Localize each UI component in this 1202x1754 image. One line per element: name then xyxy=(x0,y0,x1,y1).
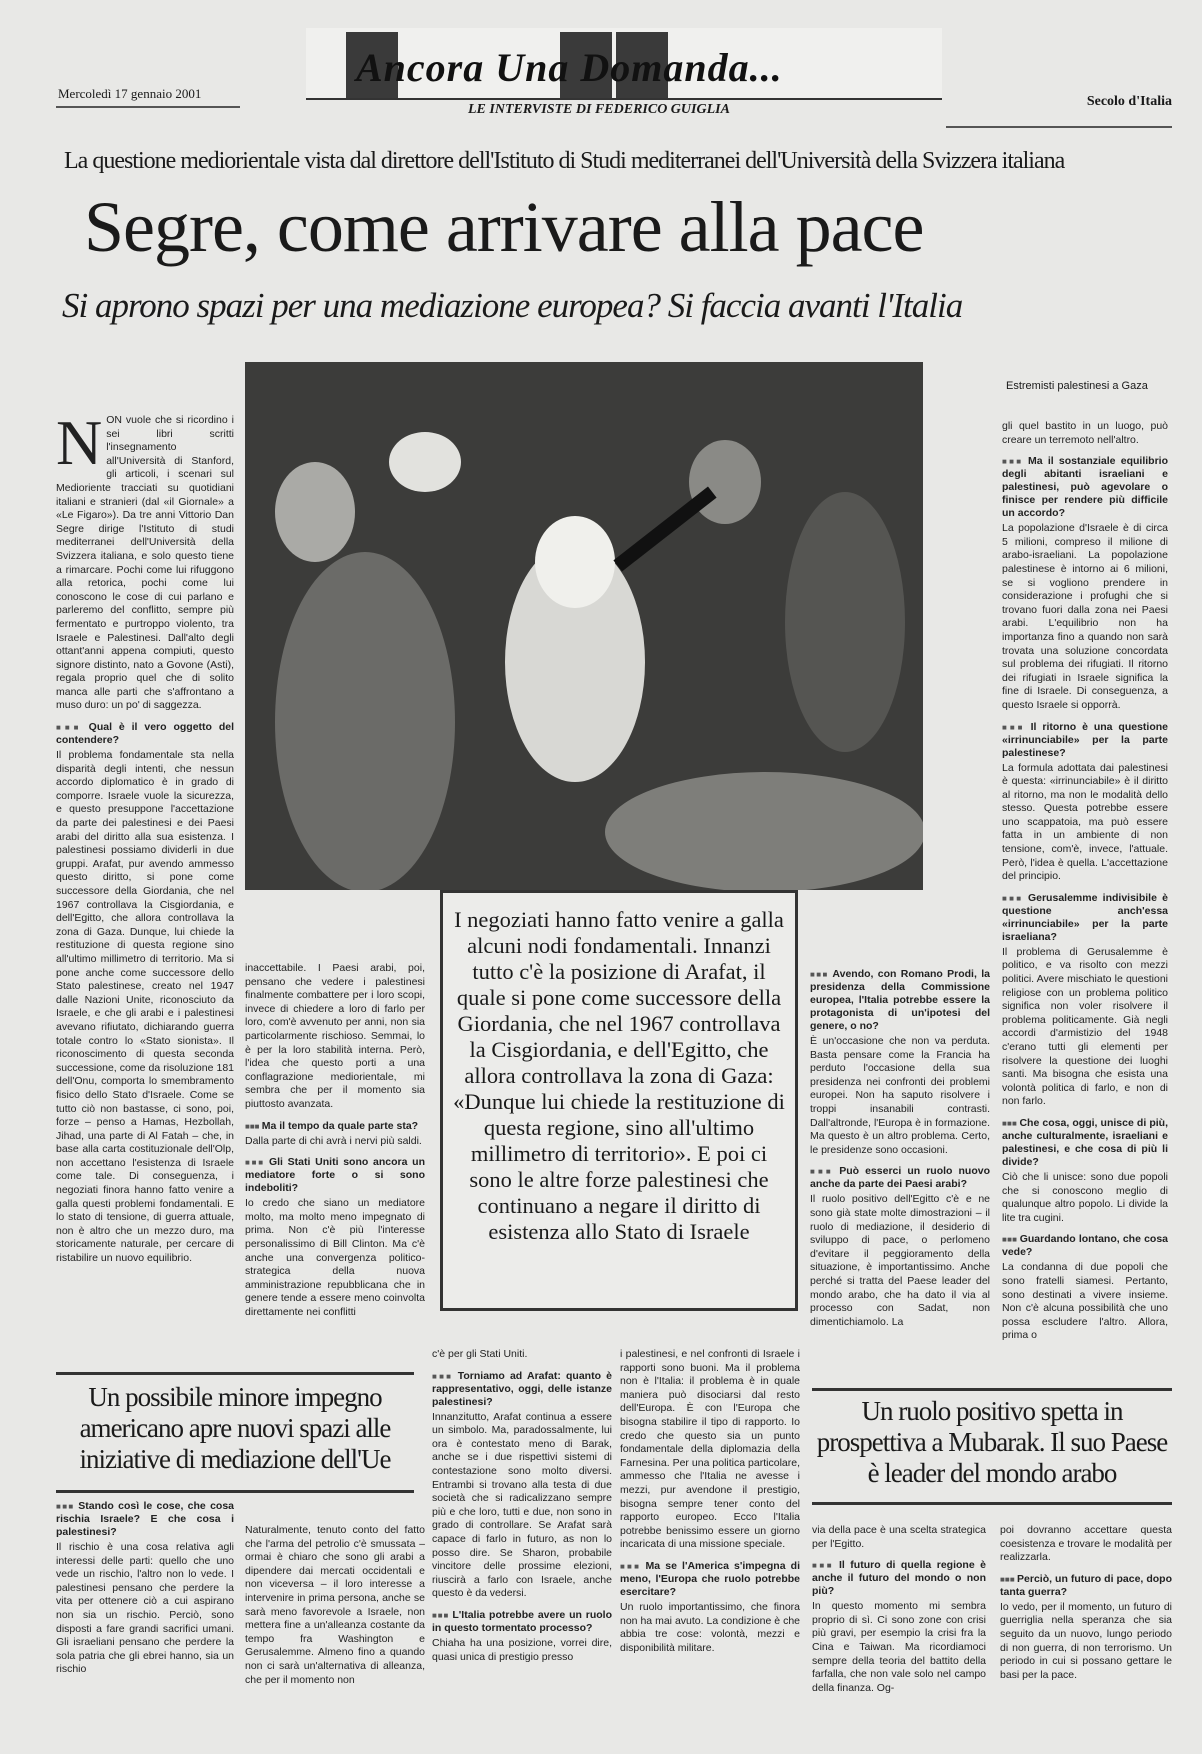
answer: poi dovranno accettare questa coesistenza e trovare le modalità per realizzarla. xyxy=(1000,1524,1172,1564)
question: ■■■ Ma il tempo da quale parte sta? xyxy=(245,1120,425,1133)
question: ■■■ Il futuro di quella regione è anche il futuro del mondo o non più? xyxy=(812,1559,986,1598)
masthead-title: Ancora Una Domanda... xyxy=(356,45,783,90)
question: ■■■ L'Italia potrebbe avere un ruolo in questo tormentato processo? xyxy=(432,1609,612,1635)
box-heading-right: Un ruolo positivo spetta in prospettiva a Mubarak. Il suo Paese è leader del mondo arabo xyxy=(816,1396,1168,1488)
photo-illustration xyxy=(245,362,923,890)
answer: Io credo che siano un mediatore molto, ma molto meno impegnato di prima. Non c'è più l'interesse personalissimo di Bill Clinton. Ma c'è anche una convergenza politico-strategica della nuova amministrazione repubblicana che in genere tende a essere meno coinvolta direttamente nei conflitti xyxy=(245,1197,425,1318)
box-left-rule-bottom xyxy=(56,1490,414,1493)
masthead-rule xyxy=(306,98,942,100)
answer: Il problema fondamentale sta nella disparità degli intenti, che nessun accordo diplomatico è in grado di comporre. Israele vuole la sicurezza, e questo presuppone l'accettazione da parte dei palestinesi e dei Paesi arabi del diritto alla sua esistenza. I palestinesi possiamo dividerli in due gruppi. Arafat, pur avendo ammesso questo diritto, si pone come successore della Giordania, che nel 1967 controllava la Cisgiordania, e dell'Egitto, che allora controllava la zona di Gaza. Dunque, lui chiede la restituzione di questa regione sino all'ultimo millimetro di territorio. Ma si pone anche come successore dello Stato palestinese, creato nel 1947 dalle Nazioni Unite, riconosciuto da Israele, e che gli arabi e i palestinesi avevano rifiutato, dichiarando guerra totale contro lo «Stato sionista». Il riconoscimento di questa seconda successione, come da risoluzione 181 dell'Onu, comporta lo smembramento fisico dello Stato d'Israele. Come se tutto ciò non bastasse, ci sono, poi, forze – penso a Hamas, Hezbollah, Jihad, una parte di Al Fatah – che, in base alla carta costituzionale dell'Olp, non accettano l'esistenza di Israele come tale. Di conseguenza, i negoziati finora hanno fatto venire a galla questi problemi fondamentali. E lo stato di tensione, di guerra attuale, non è altro che un mezzo duro, ma storicamente naturale, per cercare di ristabilire un nuovo equilibrio. xyxy=(56,749,234,1265)
answer: c'è per gli Stati Uniti. xyxy=(432,1348,528,1360)
issue-date: Mercoledì 17 gennaio 2001 xyxy=(58,86,202,101)
column-4 xyxy=(1002,420,1168,1354)
pull-quote: I negoziati hanno fatto venire a galla alcuni nodi fondamentali. Innanzi tutto c'è la posizione di Arafat, il quale si pone come successore della Giordania, che nel 1967 controllava la Cisgiordania, e dell'Egitto, che allora controllava la zona di Gaza: «Dunque lui chiede la restituzione di questa regione, sino all'ultimo millimetro di territorio». E poi ci sono le altre forze palestinesi che continuano a negare il diritto di esistenza allo Stato di Israele xyxy=(453,907,785,1244)
answer: Il ruolo positivo dell'Egitto c'è e ne sono già state molte dimostrazioni – il ruolo di mediazione, il desiderio di sviluppo di pace, o perlomeno d'evitare il peggioramento della situazione, è importantissimo. Anche perché si tratta del Paese leader del mondo arabo, che ha dato il via al processo con Sadat, non dimentichiamolo. La xyxy=(810,1193,990,1328)
masthead xyxy=(306,28,942,128)
news-photo xyxy=(245,362,923,890)
drop-cap: N xyxy=(56,414,103,478)
article-subhead: Si aprono spazi per una mediazione europea? Si faccia avanti l'Italia xyxy=(62,286,963,325)
question: ■■■ Qual è il vero oggetto del contendere? xyxy=(56,721,234,747)
box-right-rule-bottom xyxy=(812,1502,1172,1505)
answer: Chiaha ha una posizione, vorrei dire, quasi unica di prestigio presso xyxy=(432,1636,612,1663)
question: ■■■ Gli Stati Uniti sono ancora un mediatore forte o si sono indeboliti? xyxy=(245,1156,425,1195)
answer: La popolazione d'Israele è di circa 5 milioni, compreso il milione di arabo-israeliani. La popolazione palestinese è intorno ai 6 milioni, se si vogliono prendere in considerazione i profughi che si trovano fuori dalla zona nei Paesi arabi. L'equilibrio non ha importanza fino a quando non sarà trovata una soluzione concordata sul problema dei rifugiati. Il ritorno dei rifugiati in Israele significa la fine di Israele. Di conseguenza, a questo Israele si opporrà. xyxy=(1002,522,1168,711)
masthead-banner xyxy=(306,28,942,98)
answer: In questo momento mi sembra proprio di sì. Ci sono zone con crisi più gravi, per esempio la crisi fra la Cina e Taiwan. Ma ricordiamoci sempre della teoria del battito della farfalla, che non vale solo nel campo della finanza. Og- xyxy=(812,1600,986,1694)
box-heading-left: Un possibile minore impegno americano apre nuovi spazi alle iniziative di mediazione dell'Ue xyxy=(79,1382,391,1474)
question: ■■■ Avendo, con Romano Prodi, la presidenza della Commissione europea, l'Italia potrebbe essere la protagonista di un'ipotesi del genere, o no? xyxy=(810,968,990,1033)
header-rule-right xyxy=(946,126,1172,128)
answer: Il problema di Gerusalemme è politico, e va risolto con mezzi politici. Avere mischiato le questioni religiose con un problema politico significa non voler risolvere il problema politicamente. Già negli accordi d'armistizio del 1948 c'erano tutti gli elementi per risolvere la questione dei luoghi santi. Ma bisogna che esista una volontà politica di farlo, e non di non farlo. xyxy=(1002,945,1168,1108)
newspaper-name: Secolo d'Italia xyxy=(1086,94,1172,109)
lower-column-6 xyxy=(1000,1524,1172,1740)
answer: i palestinesi, e nel confronti di Israele i rapporti sono buoni. Ma il problema non è l'Italia: il problema è in quale maniera può disociarsi dal resto dell'Europa. È con l'Europa che bisogna stabilire il tipo di rapporto. Io credo che questo sia un punto fondamentale della diplomazia della Farnesina. Per una politica particolare, ammesso che l'Italia ne avesse i mezzi, pur avendone il prestigio, bisogna sempre tener conto del rapporto europeo. Ecco l'Italia potrebbe benissimo essere un giorno incaricata di una missione speciale. xyxy=(620,1348,800,1551)
question: ■■■ Guardando lontano, che cosa vede? xyxy=(1002,1233,1168,1259)
answer: Innanzitutto, Arafat continua a essere un simbolo. Ma, paradossalmente, lui ora è contestato meno di Barak, anche se i due rispettivi sistemi di contestazione sono molto diversi. Entrambi si trovano alla testa di due società che si radicalizzano sempre più e che loro, tutti e due, non sono in grado di controllare. Se Arafat sarà capace di farlo in futuro, as non lo posso dire. Se Sharon, probabile vincitore delle prossime elezioni, riuscirà a farlo con Israele, anche questo è da vedersi. xyxy=(432,1410,612,1600)
answer: È un'occasione che non va perduta. Basta pensare come la Francia ha perduto l'occasione della sua presidenza nei confronti dei problemi europei. Non ha saputo risolvere i troppi insanabili contrasti. Dall'altronde, l'Europa è in formazione. Ma questo è un altro problema. Certo, le presidenze sono occasioni. xyxy=(810,1035,990,1156)
intro-text: ON vuole che si ricordino i sei libri scritti l'insegnamento all'Università di Stanford, gli articoli, i scenari sul Medioriente tracciati su quotidiani italiani e stranieri (dal «il Giornale» a «Le Figaro»). Da tre anni Vittorio Dan Segre dirige l'Istituto di studi mediterranei dell'Università della Svizzera italiana, e solo questo tiene a rimarcare. Pochi come lui rifuggono alla retorica, pochi come lui conoscono le cose di cui parlano e parleremo del conflitto, sempre più fermentato e purtroppo violento, tra Israele e Palestinesi. Dall'alto degli ottant'anni appena compiuti, questo signore distinto, nato a Govone (Asti), regala proprio quel che di solito manca alle parti che s'affrontano a muso duro: un po' di saggezza. xyxy=(56,414,234,712)
question: ■■■ Che cosa, oggi, unisce di più, anche culturalmente, israeliani e palestinesi, e che cosa di più li divide? xyxy=(1002,1117,1168,1169)
question: ■■■ Ma se l'America s'impegna di meno, l'Europa che ruolo potrebbe esercitare? xyxy=(620,1560,800,1599)
column-3 xyxy=(810,968,990,1354)
masthead-subtitle: LE INTERVISTE DI FEDERICO GUIGLIA xyxy=(468,102,730,117)
header-rule-left xyxy=(56,106,240,108)
article-kicker: La questione mediorientale vista dal direttore dell'Istituto di Studi mediterranei dell'Università della Svizzera italiana xyxy=(64,148,1065,174)
answer: Ciò che li unisce: sono due popoli che si conoscono meglio di qualunque altro popolo. Li divide la lite tra cugini. xyxy=(1002,1170,1168,1224)
lower-column-3 xyxy=(432,1348,612,1740)
question: ■■■ Può esserci un ruolo nuovo anche da parte dei Paesi arabi? xyxy=(810,1165,990,1191)
lower-column-1 xyxy=(56,1500,234,1740)
answer: La condanna di due popoli che sono fratelli siamesi. Pertanto, sono destinati a vivere insieme. Non c'è alcuna possibilità che uno possa escludere l'altro. Allora, prima o xyxy=(1002,1261,1168,1342)
answer: via della pace è una scelta strategica per l'Egitto. xyxy=(812,1524,986,1550)
question: ■■■ Gerusalemme indivisibile è questione anch'essa «irrinunciabile» per la parte israeliana? xyxy=(1002,892,1168,944)
answer: gli quel bastito in un luogo, può creare un terremoto nell'altro. xyxy=(1002,420,1168,446)
answer: Il rischio è una cosa relativa agli interessi delle parti: quello che uno vede un rischio, l'altro non lo vede. I palestinesi pensano che perdere la vita per ottenere ciò a cui aspirano non sia un rischio. Perciò, sono disposti a fare grandi sacrifici umani. Gli israeliani pensano che perdere la sola patria che gli ebrei hanno, sia un rischio xyxy=(56,1541,234,1676)
question: ■■■ Torniamo ad Arafat: quanto è rappresentativo, oggi, delle istanze palestinesi? xyxy=(432,1370,612,1409)
box-left-rule-top xyxy=(56,1372,414,1375)
lower-column-2 xyxy=(245,1524,425,1740)
answer: Dalla parte di chi avrà i nervi più saldi. xyxy=(245,1134,422,1147)
column-2 xyxy=(245,962,425,1354)
answer: Io vedo, per il momento, un futuro di guerriglia nella speranza che sia seguito da un nuovo, lungo periodo di non guerra, di non terrorismo. Un periodo in cui si possano gettare le basi per la pace. xyxy=(1000,1600,1172,1681)
column-1 xyxy=(56,414,234,1354)
question: ■■■ Ma il sostanziale equilibrio degli abitanti israeliani e palestinesi, può agevolare o finisce per rendere più difficile un accordo? xyxy=(1002,455,1168,520)
box-right-rule-top xyxy=(812,1388,1172,1391)
article-headline: Segre, come arrivare alla pace xyxy=(84,187,924,267)
answer: La formula adottata dai palestinesi è questa: «irrinunciabile» è il diritto al ritorno, ma non le modalità dello stesso. Questa potrebbe essere uno scappatoia, ma può essere fatta in un ambiente di non tensione, com'è, invece, l'attuale. Però, l'idea è quella. L'accettazione del principio. xyxy=(1002,761,1168,883)
photo-caption: Estremisti palestinesi a Gaza xyxy=(1006,380,1148,392)
answer: inaccettabile. I Paesi arabi, poi, pensano che vedere i palestinesi finalmente combattere per i loro scopi, invece di chiedere a loro di farlo per loro, com'è avvenuto per anni, non sia particolarmente rischioso. Semmai, lo è per la loro stabilità interna. Però, l'idea che questo porti a una conflagrazione mediorientale, mi sembra che per il momento sia piuttosto avanzata. xyxy=(245,962,425,1110)
lower-column-5 xyxy=(812,1524,986,1740)
question: ■■■ Perciò, un futuro di pace, dopo tanta guerra? xyxy=(1000,1573,1172,1599)
question: ■■■ Stando così le cose, che cosa rischia Israele? E che cosa i palestinesi? xyxy=(56,1500,234,1539)
answer: Un ruolo importantissimo, che finora non ha mai avuto. La condizione è che abbia tre cose: volontà, mezzi e disponibilità militare. xyxy=(620,1600,800,1654)
pull-quote-box xyxy=(440,890,798,1311)
answer: Naturalmente, tenuto conto del fatto che l'arma del petrolio c'è smussata – ormai è chiaro che sono gli arabi a dipendere dai mercati occidentali e non viceversa – il loro interesse a intervenire in prima persona, anche se sarà meno favorevole a Israele, non mettera fine a un'alleanza costante da tempo fra Washington e Gerusalemme. Almeno fino a quando non ci sarà un'alternativa di alleanza, che per il momento non xyxy=(245,1524,425,1686)
question: ■■■ Il ritorno è una questione «irrinunciabile» per la parte palestinese? xyxy=(1002,721,1168,760)
lower-column-4 xyxy=(620,1348,800,1740)
